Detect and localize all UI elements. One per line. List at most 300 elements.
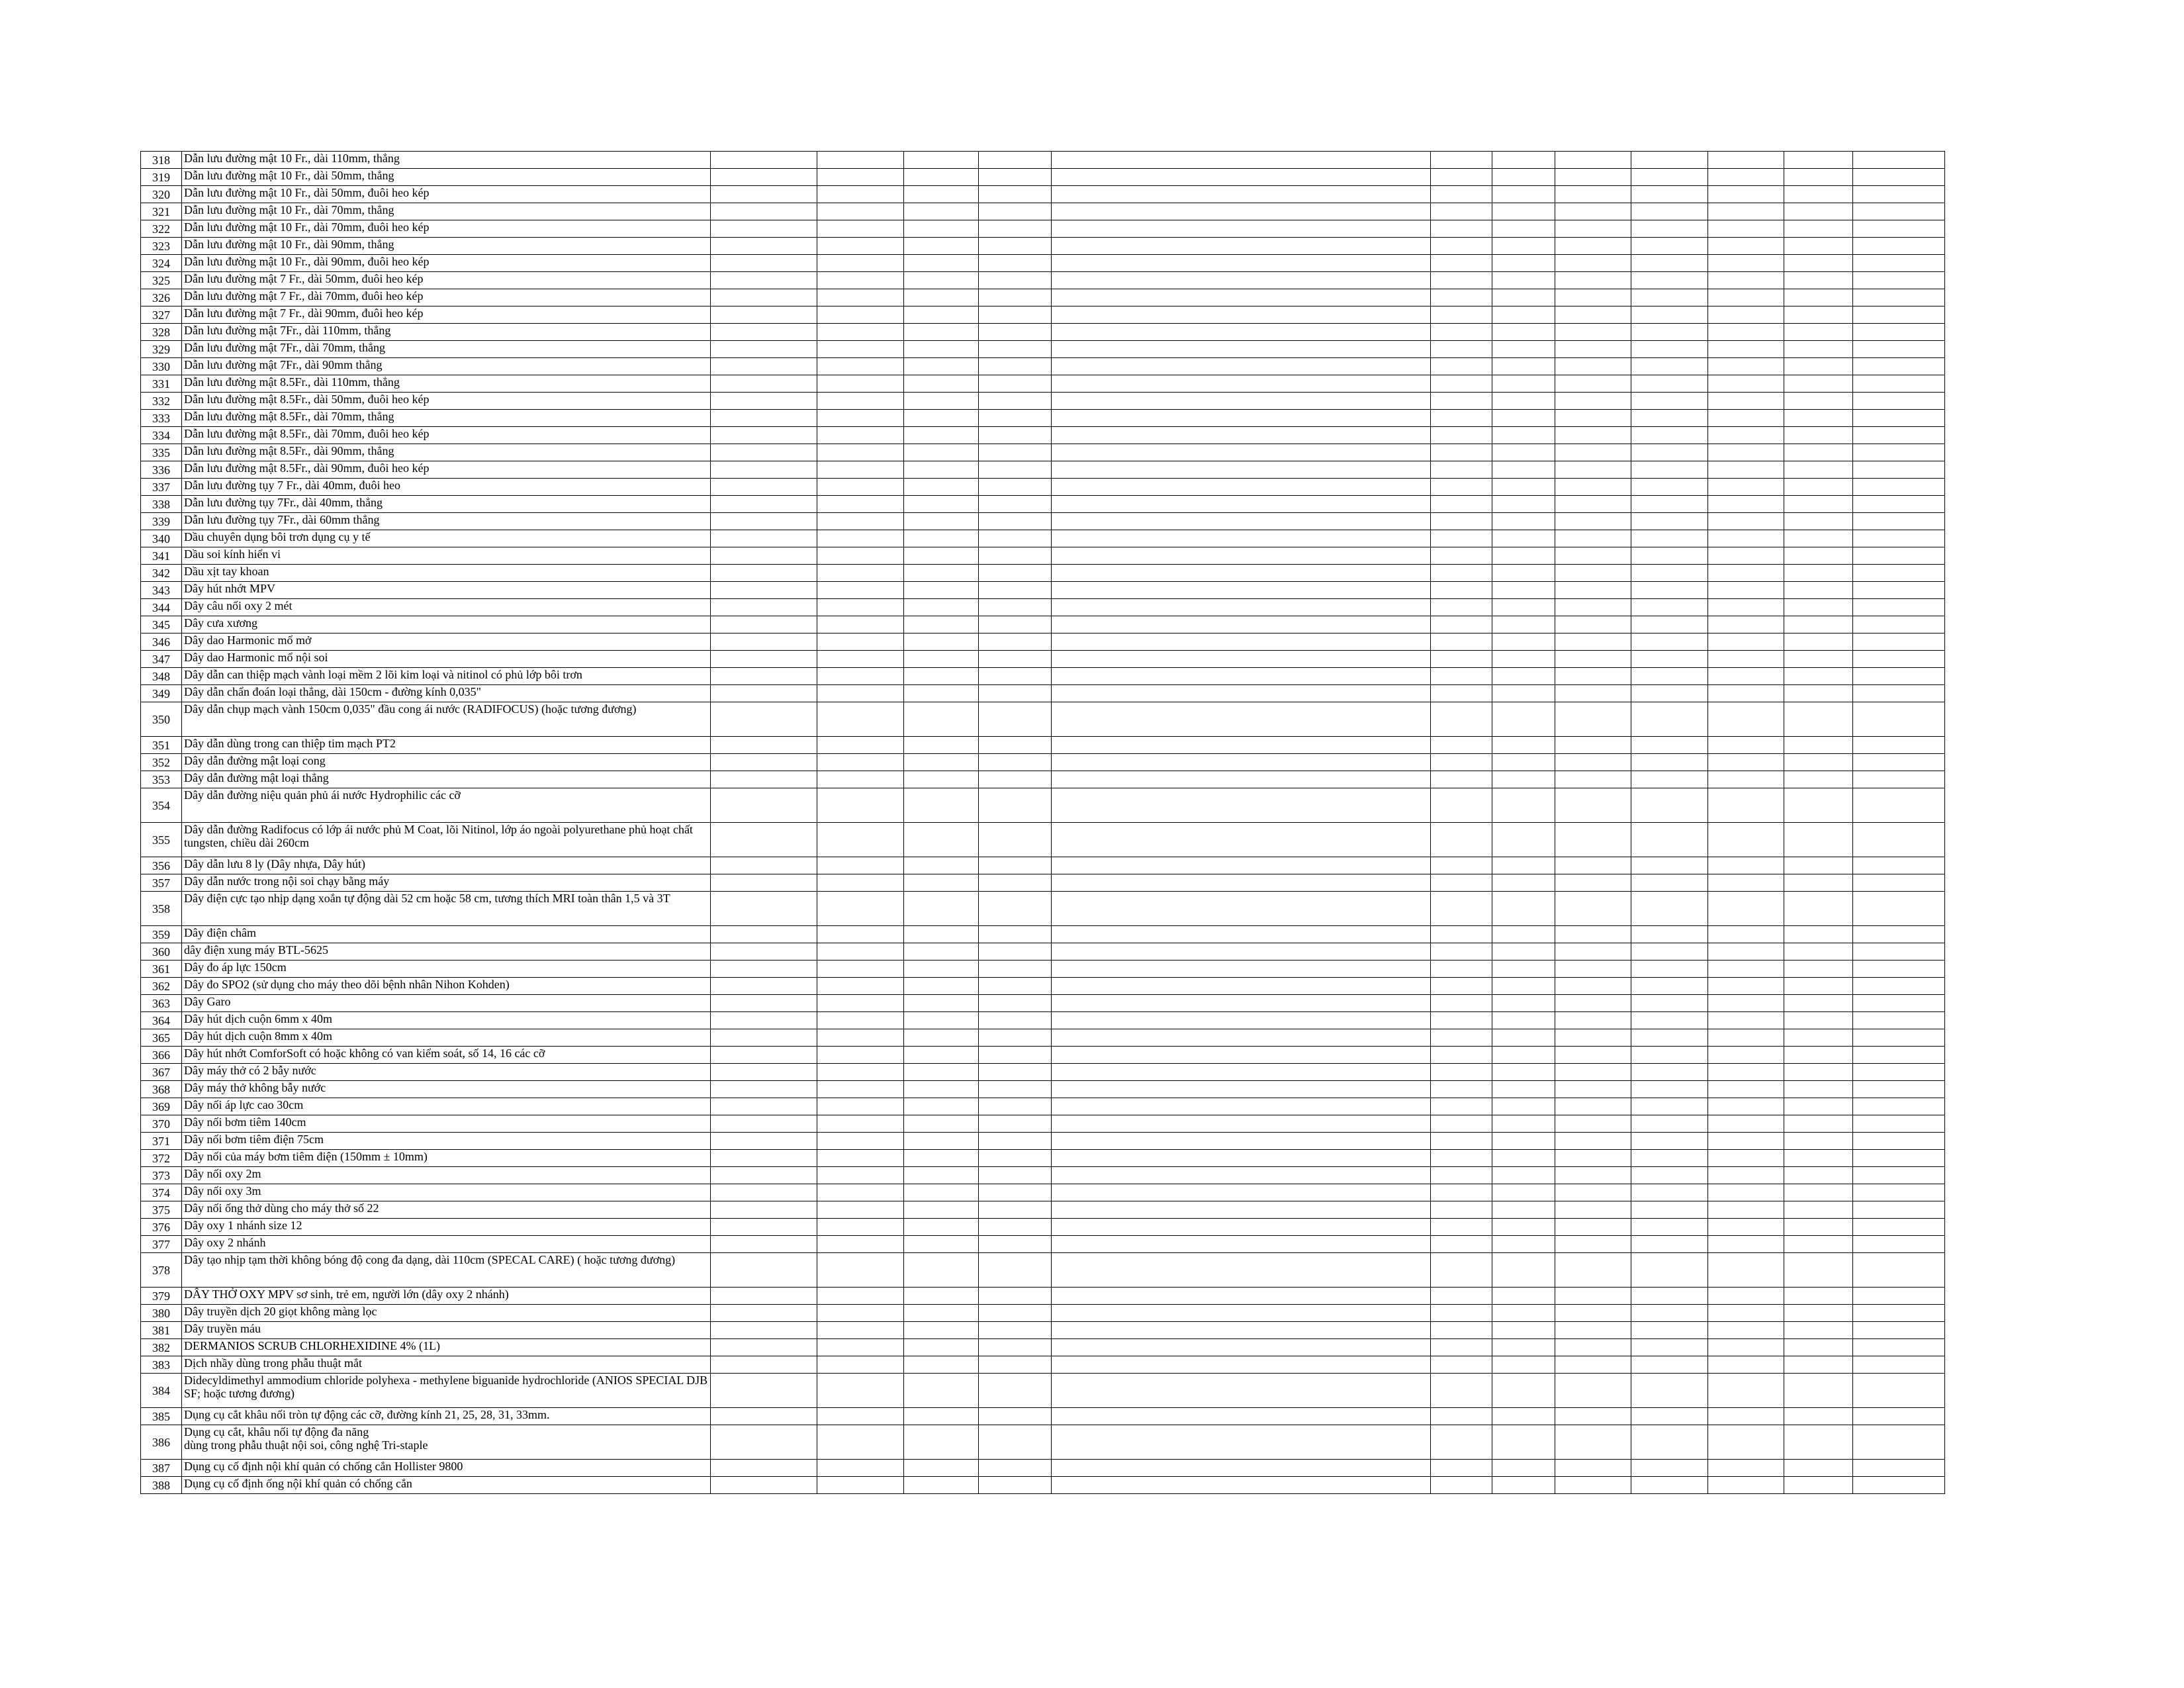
empty-cell — [1492, 375, 1555, 393]
empty-cell — [1492, 238, 1555, 255]
empty-cell — [1431, 1184, 1492, 1201]
empty-cell — [1631, 1339, 1708, 1356]
empty-cell — [904, 685, 979, 702]
row-number: 335 — [141, 444, 182, 461]
empty-cell — [1431, 169, 1492, 186]
empty-cell — [1784, 961, 1853, 978]
empty-cell — [1708, 1322, 1784, 1339]
empty-cell — [817, 1425, 904, 1460]
empty-cell — [979, 1098, 1052, 1115]
item-name: Dẫn lưu đường mật 7Fr., dài 90mm thẳng — [182, 358, 711, 375]
row-number: 355 — [141, 823, 182, 857]
empty-cell — [1631, 513, 1708, 530]
empty-cell — [1492, 220, 1555, 238]
empty-cell — [817, 169, 904, 186]
empty-cell — [1492, 1477, 1555, 1494]
empty-cell — [1631, 892, 1708, 926]
empty-cell — [817, 547, 904, 565]
empty-cell — [1708, 788, 1784, 823]
empty-cell — [904, 1408, 979, 1425]
empty-cell — [817, 1339, 904, 1356]
empty-cell — [711, 1236, 817, 1253]
empty-cell — [1708, 496, 1784, 513]
row-number: 339 — [141, 513, 182, 530]
row-number: 332 — [141, 393, 182, 410]
item-name: Dây hút nhớt MPV — [182, 582, 711, 599]
empty-cell — [1853, 685, 1945, 702]
empty-cell — [1631, 1184, 1708, 1201]
empty-cell — [1431, 788, 1492, 823]
empty-cell — [979, 358, 1052, 375]
empty-cell — [711, 582, 817, 599]
empty-cell — [817, 1201, 904, 1219]
empty-cell — [1784, 1201, 1853, 1219]
empty-cell — [1853, 582, 1945, 599]
item-name: Dây máy thở không bẫy nước — [182, 1081, 711, 1098]
empty-cell — [711, 341, 817, 358]
empty-cell — [904, 152, 979, 169]
empty-cell — [1631, 1201, 1708, 1219]
empty-cell — [1631, 530, 1708, 547]
empty-cell — [1853, 186, 1945, 203]
empty-cell — [1784, 496, 1853, 513]
empty-cell — [1492, 1184, 1555, 1201]
empty-cell — [817, 926, 904, 943]
empty-cell — [1492, 530, 1555, 547]
table-row — [141, 599, 1945, 616]
empty-cell — [817, 1374, 904, 1408]
row-number: 336 — [141, 461, 182, 479]
row-number: 326 — [141, 289, 182, 306]
empty-cell — [1431, 427, 1492, 444]
table-row — [141, 1064, 1945, 1081]
empty-cell — [1708, 1356, 1784, 1374]
empty-cell — [1492, 565, 1555, 582]
empty-cell — [817, 599, 904, 616]
empty-cell — [1853, 461, 1945, 479]
empty-cell — [1784, 599, 1853, 616]
table-row — [141, 582, 1945, 599]
empty-cell — [1853, 238, 1945, 255]
empty-cell — [1431, 255, 1492, 272]
row-number: 350 — [141, 702, 182, 737]
item-name: Dây máy thở có 2 bẫy nước — [182, 1064, 711, 1081]
empty-cell — [1631, 496, 1708, 513]
empty-cell — [1784, 1477, 1853, 1494]
empty-cell — [1853, 1150, 1945, 1167]
table-row — [141, 651, 1945, 668]
empty-cell — [1555, 513, 1631, 530]
empty-cell — [1708, 530, 1784, 547]
empty-cell — [1784, 857, 1853, 874]
empty-cell — [711, 857, 817, 874]
table-row — [141, 1236, 1945, 1253]
empty-cell — [979, 788, 1052, 823]
table-row — [141, 358, 1945, 375]
table-row — [141, 1115, 1945, 1133]
empty-cell — [904, 324, 979, 341]
table-row — [141, 616, 1945, 633]
table-row — [141, 238, 1945, 255]
empty-cell — [1631, 255, 1708, 272]
empty-cell — [1853, 668, 1945, 685]
empty-cell — [1555, 1201, 1631, 1219]
row-number: 331 — [141, 375, 182, 393]
empty-cell — [711, 1253, 817, 1288]
empty-cell — [1431, 582, 1492, 599]
empty-cell — [1492, 1098, 1555, 1115]
table-row — [141, 289, 1945, 306]
empty-cell — [1431, 375, 1492, 393]
empty-cell — [711, 1374, 817, 1408]
empty-cell — [1708, 1305, 1784, 1322]
item-name: Dẫn lưu đường mật 10 Fr., dài 70mm, đuôi heo kép — [182, 220, 711, 238]
empty-cell — [1052, 961, 1431, 978]
table-row — [141, 324, 1945, 341]
empty-cell — [904, 995, 979, 1012]
empty-cell — [1555, 375, 1631, 393]
empty-cell — [1431, 616, 1492, 633]
empty-cell — [1555, 1219, 1631, 1236]
empty-cell — [904, 668, 979, 685]
empty-cell — [1492, 461, 1555, 479]
empty-cell — [1708, 1150, 1784, 1167]
empty-cell — [1431, 1374, 1492, 1408]
empty-cell — [1853, 1322, 1945, 1339]
row-number: 380 — [141, 1305, 182, 1322]
empty-cell — [1052, 857, 1431, 874]
empty-cell — [1708, 857, 1784, 874]
empty-cell — [1052, 1064, 1431, 1081]
empty-cell — [711, 771, 817, 788]
empty-cell — [1555, 823, 1631, 857]
empty-cell — [1708, 1477, 1784, 1494]
empty-cell — [817, 685, 904, 702]
empty-cell — [1492, 1150, 1555, 1167]
table-row — [141, 754, 1945, 771]
empty-cell — [1784, 1115, 1853, 1133]
empty-cell — [904, 1150, 979, 1167]
empty-cell — [1555, 1133, 1631, 1150]
empty-cell — [1708, 651, 1784, 668]
empty-cell — [1492, 978, 1555, 995]
row-number: 349 — [141, 685, 182, 702]
empty-cell — [817, 737, 904, 754]
item-name: Dây nối bơm tiêm 140cm — [182, 1115, 711, 1133]
empty-cell — [1784, 1012, 1853, 1029]
empty-cell — [1052, 1081, 1431, 1098]
empty-cell — [1052, 754, 1431, 771]
empty-cell — [1631, 444, 1708, 461]
empty-cell — [1708, 1288, 1784, 1305]
empty-cell — [1784, 633, 1853, 651]
empty-cell — [1708, 926, 1784, 943]
item-name: Dụng cụ cắt, khâu nối tự động đa năng dùng trong phẫu thuật nội soi, công nghệ Tri-staple — [182, 1425, 711, 1460]
empty-cell — [1431, 496, 1492, 513]
empty-cell — [904, 1322, 979, 1339]
empty-cell — [904, 651, 979, 668]
row-number: 384 — [141, 1374, 182, 1408]
empty-cell — [979, 1150, 1052, 1167]
empty-cell — [1492, 1236, 1555, 1253]
empty-cell — [1853, 1064, 1945, 1081]
empty-cell — [1492, 771, 1555, 788]
empty-cell — [904, 306, 979, 324]
empty-cell — [979, 1477, 1052, 1494]
empty-cell — [711, 1356, 817, 1374]
empty-cell — [1431, 1064, 1492, 1081]
empty-cell — [1708, 393, 1784, 410]
empty-cell — [1052, 823, 1431, 857]
empty-cell — [1853, 1305, 1945, 1322]
empty-cell — [904, 1236, 979, 1253]
empty-cell — [711, 1184, 817, 1201]
row-number: 383 — [141, 1356, 182, 1374]
empty-cell — [904, 410, 979, 427]
item-name: Dây nối của máy bơm tiêm điện (150mm ± 10mm) — [182, 1150, 711, 1167]
empty-cell — [1555, 1339, 1631, 1356]
empty-cell — [979, 1374, 1052, 1408]
empty-cell — [1784, 1236, 1853, 1253]
empty-cell — [1631, 461, 1708, 479]
empty-cell — [1492, 203, 1555, 220]
empty-cell — [1555, 169, 1631, 186]
empty-cell — [711, 427, 817, 444]
empty-cell — [979, 599, 1052, 616]
empty-cell — [1431, 547, 1492, 565]
empty-cell — [711, 1115, 817, 1133]
empty-cell — [1784, 668, 1853, 685]
empty-cell — [979, 1305, 1052, 1322]
empty-cell — [1492, 1425, 1555, 1460]
item-name: Dây câu nối oxy 2 mét — [182, 599, 711, 616]
empty-cell — [1708, 375, 1784, 393]
empty-cell — [1853, 289, 1945, 306]
empty-cell — [817, 1477, 904, 1494]
empty-cell — [817, 1236, 904, 1253]
empty-cell — [904, 1167, 979, 1184]
empty-cell — [1708, 1047, 1784, 1064]
item-name: Dẫn lưu đường mật 10 Fr., dài 90mm, đuôi heo kép — [182, 255, 711, 272]
empty-cell — [711, 1408, 817, 1425]
empty-cell — [1555, 565, 1631, 582]
empty-cell — [904, 1047, 979, 1064]
empty-cell — [1555, 1047, 1631, 1064]
table-row — [141, 961, 1945, 978]
empty-cell — [1631, 1133, 1708, 1150]
empty-cell — [711, 737, 817, 754]
empty-cell — [904, 1029, 979, 1047]
row-number: 376 — [141, 1219, 182, 1236]
empty-cell — [979, 479, 1052, 496]
empty-cell — [817, 874, 904, 892]
empty-cell — [711, 255, 817, 272]
item-name: dây điện xung máy BTL-5625 — [182, 943, 711, 961]
empty-cell — [904, 1356, 979, 1374]
empty-cell — [1555, 1167, 1631, 1184]
item-name: Dẫn lưu đường mật 8.5Fr., dài 110mm, thẳng — [182, 375, 711, 393]
empty-cell — [1631, 737, 1708, 754]
empty-cell — [1052, 410, 1431, 427]
empty-cell — [1708, 341, 1784, 358]
empty-cell — [817, 496, 904, 513]
empty-cell — [1784, 255, 1853, 272]
empty-cell — [1784, 616, 1853, 633]
empty-cell — [904, 1288, 979, 1305]
table-row — [141, 1047, 1945, 1064]
empty-cell — [817, 823, 904, 857]
empty-cell — [1492, 961, 1555, 978]
empty-cell — [1708, 444, 1784, 461]
empty-cell — [904, 771, 979, 788]
empty-cell — [817, 341, 904, 358]
empty-cell — [1631, 1167, 1708, 1184]
row-number: 381 — [141, 1322, 182, 1339]
empty-cell — [1492, 1029, 1555, 1047]
empty-cell — [1708, 203, 1784, 220]
empty-cell — [1492, 1081, 1555, 1098]
empty-cell — [1492, 513, 1555, 530]
table-row — [141, 1322, 1945, 1339]
empty-cell — [904, 1081, 979, 1098]
empty-cell — [1708, 410, 1784, 427]
empty-cell — [1784, 1408, 1853, 1425]
empty-cell — [711, 479, 817, 496]
empty-cell — [1784, 1098, 1853, 1115]
item-name: Dây dao Harmonic mổ nội soi — [182, 651, 711, 668]
empty-cell — [1631, 1288, 1708, 1305]
empty-cell — [711, 1098, 817, 1115]
empty-cell — [711, 203, 817, 220]
empty-cell — [1784, 1339, 1853, 1356]
item-name: Dầu chuyên dụng bôi trơn dụng cụ y tế — [182, 530, 711, 547]
empty-cell — [1784, 1305, 1853, 1322]
empty-cell — [904, 702, 979, 737]
row-number: 387 — [141, 1460, 182, 1477]
empty-cell — [904, 1219, 979, 1236]
table-row — [141, 1356, 1945, 1374]
empty-cell — [1631, 1047, 1708, 1064]
row-number: 330 — [141, 358, 182, 375]
empty-cell — [1052, 978, 1431, 995]
empty-cell — [979, 1047, 1052, 1064]
item-name: Dây dẫn dùng trong can thiệp tim mạch PT2 — [182, 737, 711, 754]
empty-cell — [1555, 1408, 1631, 1425]
row-number: 373 — [141, 1167, 182, 1184]
empty-cell — [979, 324, 1052, 341]
empty-cell — [904, 1477, 979, 1494]
table-row — [141, 823, 1945, 857]
empty-cell — [979, 1219, 1052, 1236]
item-name: Dẫn lưu đường mật 7 Fr., dài 70mm, đuôi heo kép — [182, 289, 711, 306]
empty-cell — [1708, 220, 1784, 238]
table-row — [141, 1167, 1945, 1184]
row-number: 374 — [141, 1184, 182, 1201]
row-number: 323 — [141, 238, 182, 255]
empty-cell — [1708, 1201, 1784, 1219]
empty-cell — [711, 943, 817, 961]
row-number: 348 — [141, 668, 182, 685]
empty-cell — [711, 289, 817, 306]
empty-cell — [1631, 1408, 1708, 1425]
empty-cell — [1431, 1460, 1492, 1477]
empty-cell — [817, 1098, 904, 1115]
empty-cell — [1052, 547, 1431, 565]
empty-cell — [1853, 255, 1945, 272]
empty-cell — [1492, 1339, 1555, 1356]
table-row — [141, 702, 1945, 737]
empty-cell — [1853, 754, 1945, 771]
empty-cell — [904, 444, 979, 461]
empty-cell — [1853, 788, 1945, 823]
empty-cell — [1708, 1167, 1784, 1184]
empty-cell — [1631, 186, 1708, 203]
empty-cell — [1492, 1288, 1555, 1305]
empty-cell — [711, 1133, 817, 1150]
row-number: 357 — [141, 874, 182, 892]
empty-cell — [1555, 1425, 1631, 1460]
empty-cell — [1631, 599, 1708, 616]
empty-cell — [1431, 1167, 1492, 1184]
empty-cell — [1492, 874, 1555, 892]
empty-cell — [904, 943, 979, 961]
empty-cell — [904, 1098, 979, 1115]
empty-cell — [979, 926, 1052, 943]
table-row — [141, 220, 1945, 238]
empty-cell — [1052, 393, 1431, 410]
empty-cell — [1052, 324, 1431, 341]
item-name: Dây oxy 2 nhánh — [182, 1236, 711, 1253]
empty-cell — [1431, 565, 1492, 582]
table-row — [141, 788, 1945, 823]
empty-cell — [1492, 857, 1555, 874]
empty-cell — [1555, 479, 1631, 496]
empty-cell — [1052, 651, 1431, 668]
empty-cell — [1853, 341, 1945, 358]
empty-cell — [1784, 788, 1853, 823]
empty-cell — [1784, 513, 1853, 530]
row-number: 356 — [141, 857, 182, 874]
empty-cell — [1708, 1339, 1784, 1356]
empty-cell — [711, 651, 817, 668]
empty-cell — [1784, 306, 1853, 324]
empty-cell — [1492, 892, 1555, 926]
item-name: Dẫn lưu đường mật 7 Fr., dài 50mm, đuôi heo kép — [182, 272, 711, 289]
empty-cell — [1631, 823, 1708, 857]
empty-cell — [1784, 1167, 1853, 1184]
item-name: Dây hút dịch cuộn 6mm x 40m — [182, 1012, 711, 1029]
row-number: 375 — [141, 1201, 182, 1219]
item-name: Dây điện châm — [182, 926, 711, 943]
table-row — [141, 565, 1945, 582]
empty-cell — [1784, 1322, 1853, 1339]
empty-cell — [711, 272, 817, 289]
empty-cell — [1631, 358, 1708, 375]
empty-cell — [979, 461, 1052, 479]
item-name: Dây tạo nhịp tạm thời không bóng độ cong đa dạng, dài 110cm (SPECAL CARE) ( hoặc tương đương) — [182, 1253, 711, 1288]
empty-cell — [817, 186, 904, 203]
empty-cell — [1431, 1115, 1492, 1133]
item-name: DÂY THỞ OXY MPV sơ sinh, trẻ em, người lớn (dây oxy 2 nhánh) — [182, 1288, 711, 1305]
empty-cell — [817, 1219, 904, 1236]
empty-cell — [1631, 479, 1708, 496]
empty-cell — [1431, 461, 1492, 479]
empty-cell — [979, 685, 1052, 702]
empty-cell — [1631, 1012, 1708, 1029]
empty-cell — [1555, 685, 1631, 702]
empty-cell — [1052, 771, 1431, 788]
table-row — [141, 1374, 1945, 1408]
